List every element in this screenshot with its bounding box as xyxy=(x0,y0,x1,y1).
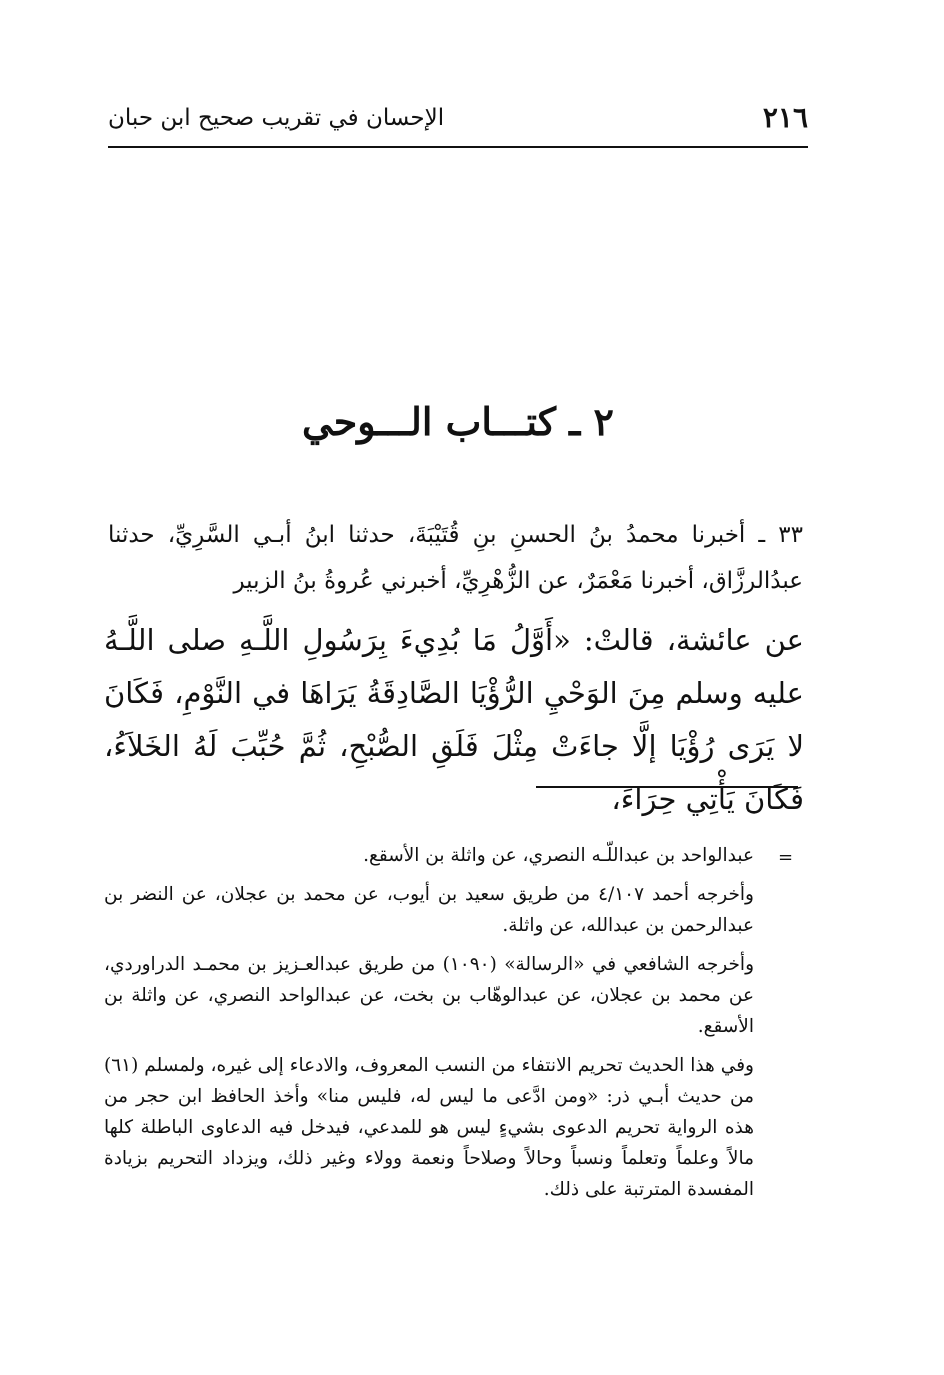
footnote-paragraph: وفي هذا الحديث تحريم الانتفاء من النسب المعروف، والادعاء إلى غيره، ولمسلم (٦١) من حديث أبـي ذر: «ومن ادَّعى ما ليس له، فليس منا» وأخذ الحافظ ابن حجر من هذه الرواية تحريم الدعوى بشيءٍ ليس هو للمدعي، فيدخل فيه الدعاوى الباطلة كلها مالاً وعلماً وتعلماً ونسباً وحالاً وصلاحاً ونعمة وولاء وغير ذلك، ويزداد التحريم بزيادة المفسدة المترتبة على ذلك. xyxy=(104,1055,754,1200)
footnote-paragraph: وأخرجه أحمد ٤/١٠٧ من طريق سعيد بن أيوب، عن محمد بن عجلان، عن النضر بن عبدالرحمن بن عبدالله، عن واثلة. xyxy=(104,884,754,936)
footnote-continuation-mark: = xyxy=(778,847,794,868)
header-rule xyxy=(108,146,808,148)
page-number: ٢١٦ xyxy=(762,101,808,134)
hadith-isnad: ٣٣ ـ أخبرنا محمدُ بنُ الحسنِ بنِ قُتَيْبَةَ، حدثنا ابنُ أبـي السَّرِيِّ، حدثنا عبدُالرزَّاق، أخبرنا مَعْمَرٌ، عن الزُّهْرِيِّ، أخبرني عُروةُ بنُ الزبير xyxy=(108,522,803,594)
footnote-paragraph: عبدالواحد بن عبداللّـه النصري، عن واثلة بن الأسقع. xyxy=(363,845,754,866)
footnote-paragraph: وأخرجه الشافعي في «الرسالة» (١٠٩٠) من طريق عبدالعـزيز بن محمـد الدراوردي، عن محمد بن عجلان، عن عبدالوهّاب بن بخت، عن عبدالواحد النصري، عن واثلة بن الأسقع. xyxy=(104,954,755,1037)
footnotes xyxy=(104,840,754,1213)
running-title: الإحسان في تقريب صحيح ابن حبان xyxy=(108,105,445,131)
footnote-separator xyxy=(536,786,798,788)
page-header xyxy=(108,98,808,142)
chapter-title: ٢ ـ كتـــاب الـــوحي xyxy=(302,399,614,444)
hadith-matn: عن عائشة، قالتْ: «أَوَّلُ مَا بُدِيءَ بِرَسُولِ اللَّـهِ صلى اللَّـهُ عليه وسلم مِنَ الوَحْيِ الرُّؤْيَا الصَّادِقَةُ يَرَاهَا في النَّوْمِ، فَكَانَ لا يَرَى رُؤْيَا إلَّا جاءَتْ مِثْلَ فَلَقِ الصُّبْحِ، ثُمَّ حُبِّبَ لَهُ الخَلاَءُ، فَكَانَ يَأْتِي حِرَاءَ، xyxy=(104,623,804,816)
